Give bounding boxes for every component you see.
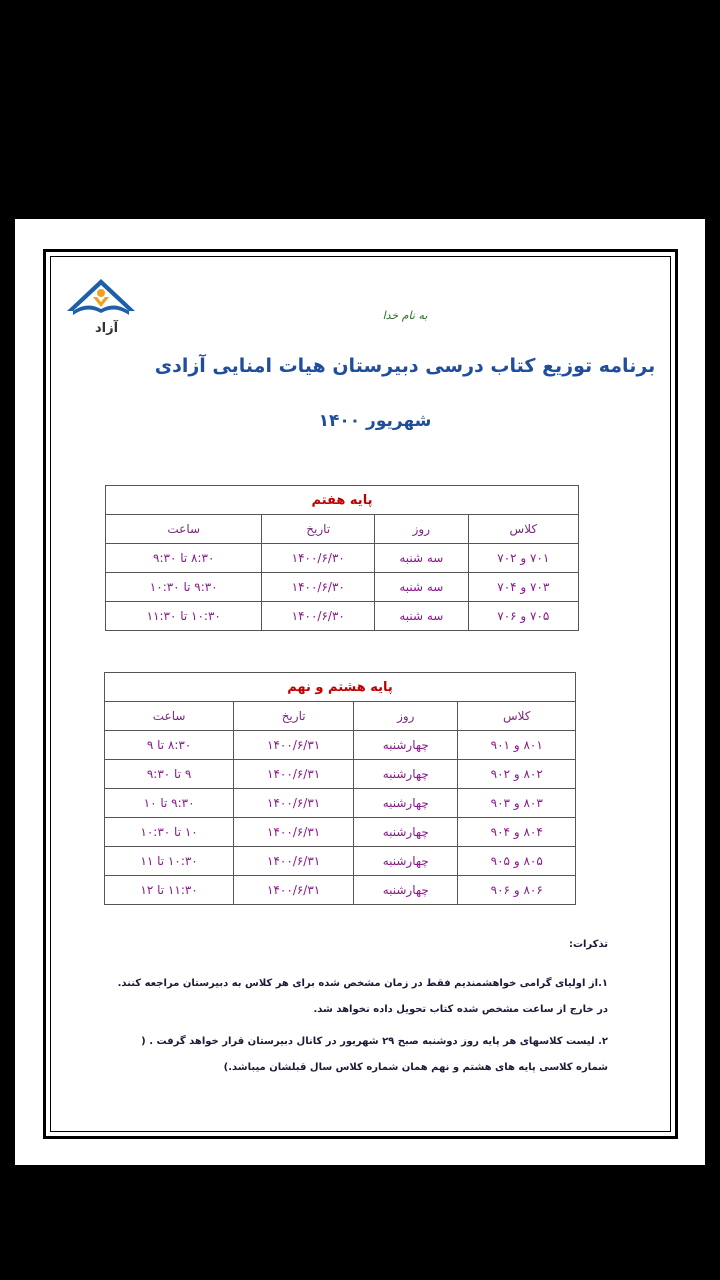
column-header: تاریخ	[234, 702, 354, 731]
table-row	[105, 876, 576, 905]
column-header: روز	[354, 702, 458, 731]
table-row	[106, 544, 579, 573]
cell-class: ۷۰۳ و ۷۰۴	[468, 573, 578, 602]
cell-class: ۸۰۵ و ۹۰۵	[458, 847, 576, 876]
cell-time: ۸:۳۰ تا ۹:۳۰	[106, 544, 262, 573]
notes-heading: تذکرات:	[568, 939, 608, 950]
cell-date: ۱۴۰۰/۶/۳۱	[234, 847, 354, 876]
table-row	[105, 847, 576, 876]
cell-time: ۱۰ تا ۱۰:۳۰	[105, 818, 234, 847]
bismillah: به نام خدا	[382, 309, 428, 322]
cell-time: ۱۱:۳۰ تا ۱۲	[105, 876, 234, 905]
cell-time: ۹:۳۰ تا ۱۰:۳۰	[106, 573, 262, 602]
note-1: ۱.از اولیای گرامی خواهشمندیم فقط در زمان مشخص شده برای هر کلاس به دبیرستان مراجعه کنند. در خارج از ساعت مشخص شده کتاب تحویل داده نخواهد شد.	[117, 978, 608, 1015]
cell-date: ۱۴۰۰/۶/۳۱	[234, 876, 354, 905]
table-row	[105, 789, 576, 818]
table-row	[106, 573, 579, 602]
table-row	[105, 731, 576, 760]
cell-day: چهارشنبه	[354, 847, 458, 876]
column-header: روز	[375, 515, 469, 544]
column-header: ساعت	[105, 702, 234, 731]
note-2: ۲. لیست کلاسهای هر پایه روز دوشنبه صبح ۲۹ شهریور در کانال دبیرستان قرار خواهد گرفت . ( شماره کلاسی پایه های هشتم و نهم همان شماره کلاس سال قبلشان میباشد.)	[141, 1036, 608, 1073]
cell-day: چهارشنبه	[354, 789, 458, 818]
table-row	[106, 602, 579, 631]
cell-class: ۸۰۲ و ۹۰۲	[458, 760, 576, 789]
cell-date: ۱۴۰۰/۶/۳۱	[234, 731, 354, 760]
page-title: برنامه توزیع کتاب درسی دبیرستان هیات امنایی آزادی	[154, 355, 656, 377]
column-header: کلاس	[458, 702, 576, 731]
cell-day: چهارشنبه	[354, 731, 458, 760]
column-header: ساعت	[106, 515, 262, 544]
cell-day: سه شنبه	[375, 602, 469, 631]
grade8-9-table	[104, 672, 576, 905]
cell-day: چهارشنبه	[354, 876, 458, 905]
table-row	[105, 818, 576, 847]
cell-time: ۱۰:۳۰ تا ۱۱:۳۰	[106, 602, 262, 631]
cell-date: ۱۴۰۰/۶/۳۱	[234, 789, 354, 818]
cell-class: ۸۰۴ و ۹۰۴	[458, 818, 576, 847]
column-header: تاریخ	[262, 515, 375, 544]
cell-class: ۷۰۱ و ۷۰۲	[468, 544, 578, 573]
cell-class: ۸۰۱ و ۹۰۱	[458, 731, 576, 760]
cell-day: سه شنبه	[375, 544, 469, 573]
table-row	[105, 760, 576, 789]
cell-time: ۸:۳۰ تا ۹	[105, 731, 234, 760]
grade7-table	[105, 485, 579, 631]
cell-day: سه شنبه	[375, 573, 469, 602]
cell-day: چهارشنبه	[354, 818, 458, 847]
table-caption: پایه هشتم و نهم	[105, 673, 576, 702]
document-page	[15, 219, 705, 1165]
page-subtitle: شهریور ۱۴۰۰	[318, 411, 432, 431]
cell-class: ۷۰۵ و ۷۰۶	[468, 602, 578, 631]
cell-date: ۱۴۰۰/۶/۳۰	[262, 602, 375, 631]
table-caption: پایه هفتم	[106, 486, 579, 515]
cell-time: ۹:۳۰ تا ۱۰	[105, 789, 234, 818]
cell-date: ۱۴۰۰/۶/۳۱	[234, 818, 354, 847]
cell-time: ۱۰:۳۰ تا ۱۱	[105, 847, 234, 876]
cell-date: ۱۴۰۰/۶/۳۰	[262, 573, 375, 602]
cell-class: ۸۰۳ و ۹۰۳	[458, 789, 576, 818]
cell-class: ۸۰۶ و ۹۰۶	[458, 876, 576, 905]
cell-date: ۱۴۰۰/۶/۳۰	[262, 544, 375, 573]
cell-time: ۹ تا ۹:۳۰	[105, 760, 234, 789]
column-header: کلاس	[468, 515, 578, 544]
cell-date: ۱۴۰۰/۶/۳۱	[234, 760, 354, 789]
logo-label: آزاد	[95, 321, 119, 336]
cell-day: چهارشنبه	[354, 760, 458, 789]
